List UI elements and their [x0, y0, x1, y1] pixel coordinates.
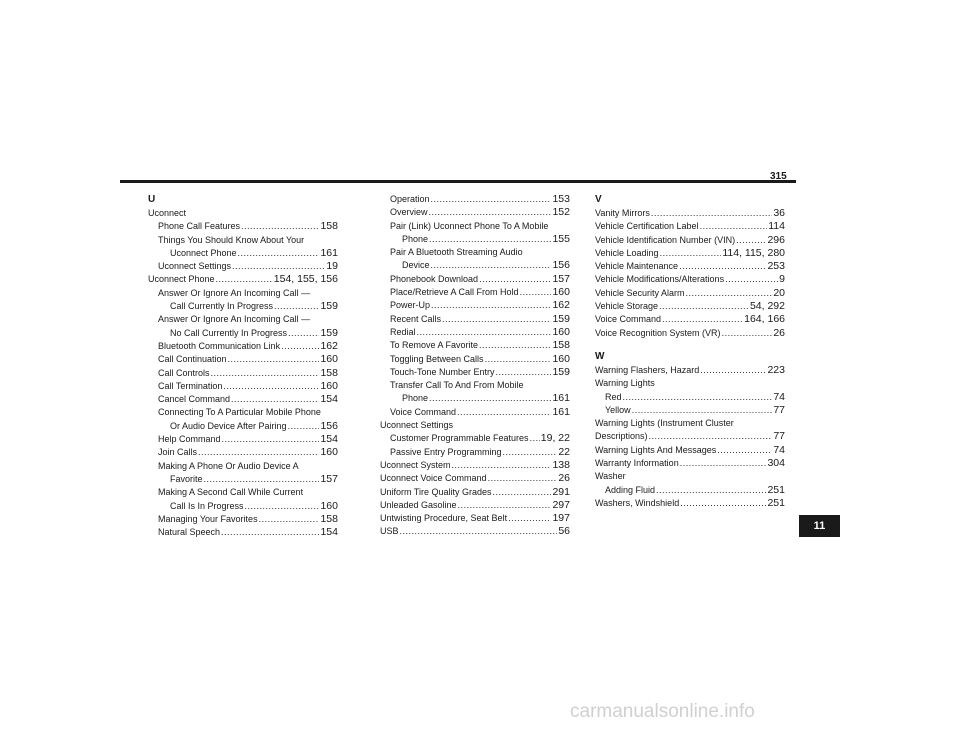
index-entry-page: 156	[552, 259, 570, 272]
index-entry	[148, 513, 338, 526]
dot-leader	[417, 326, 552, 339]
index-entry-page: 160	[552, 286, 570, 299]
dot-leader	[429, 206, 552, 219]
index-entry-label: Pair (Link) Uconnect Phone To A Mobile	[390, 220, 549, 231]
index-entry	[380, 233, 570, 246]
index-entry-label: Vehicle Modifications/Alterations	[595, 274, 725, 285]
index-entry-label: Touch-Tone Number Entry	[390, 366, 495, 377]
index-entry-page: 77	[773, 430, 785, 443]
index-entry-page: 251	[767, 483, 785, 496]
dot-leader	[623, 391, 773, 404]
index-entry-page: 160	[552, 325, 570, 338]
index-entry	[595, 457, 785, 470]
index-entry	[595, 497, 785, 510]
dot-leader	[725, 273, 778, 286]
dot-leader	[479, 339, 551, 352]
index-entry-page: 154	[320, 393, 338, 406]
index-entry-label: Vehicle Certification Label	[595, 221, 699, 232]
index-entry-label: Overview	[390, 207, 428, 218]
index-entry-page: 56	[558, 525, 570, 538]
index-entry	[595, 273, 785, 286]
index-entry-label: Uconnect Settings	[380, 420, 454, 431]
dot-leader	[488, 472, 558, 485]
dot-leader	[228, 353, 320, 366]
dot-leader	[508, 512, 551, 525]
index-entry-page: 291	[552, 485, 570, 498]
index-entry	[380, 486, 570, 499]
dot-leader	[204, 473, 320, 486]
index-entry-page: 74	[773, 443, 785, 456]
index-entry	[595, 234, 785, 247]
index-entry-page: 159	[320, 326, 338, 339]
dot-leader	[700, 364, 766, 377]
index-entry	[380, 286, 570, 299]
index-entry-page: 159	[320, 300, 338, 313]
index-entry-page: 160	[320, 499, 338, 512]
dot-leader	[659, 300, 749, 313]
index-entry	[380, 472, 570, 485]
dot-leader	[662, 313, 743, 326]
index-entry-label: Transfer Call To And From Mobile	[390, 380, 524, 391]
index-entry	[148, 367, 338, 380]
index-entry	[380, 459, 570, 472]
index-entry-label: Pair A Bluetooth Streaming Audio	[390, 247, 523, 258]
index-entry-label: Connecting To A Particular Mobile Phone	[158, 407, 321, 418]
index-entry	[148, 247, 338, 260]
index-entry	[595, 313, 785, 326]
index-entry	[595, 207, 785, 220]
index-entry	[595, 444, 785, 457]
index-entry-label: Warning Lights (Instrument Cluster	[595, 418, 734, 429]
index-entry-page: 223	[767, 363, 785, 376]
index-entry	[148, 353, 338, 366]
dot-leader	[400, 525, 558, 538]
watermark: carmanualsonline.info	[570, 701, 755, 722]
dot-leader	[231, 393, 319, 406]
index-entry-page: 157	[552, 272, 570, 285]
index-entry-label: Washers, Windshield	[595, 497, 680, 508]
index-entry	[380, 446, 570, 459]
index-entry	[595, 300, 785, 313]
index-entry-page: 153	[552, 193, 570, 205]
index-entry-label: Uconnect Voice Command	[380, 473, 487, 484]
index-entry-label: Vanity Mirrors	[595, 208, 650, 218]
index-entry-label: Red	[605, 391, 622, 402]
index-column-2	[380, 193, 570, 539]
index-entry-page: 36	[773, 207, 785, 219]
dot-leader	[503, 446, 558, 459]
index-letter-heading: V	[595, 194, 602, 205]
dot-leader	[700, 220, 768, 233]
index-entry	[380, 299, 570, 312]
index-entry-label: Join Calls	[158, 447, 198, 458]
index-entry-label: Voice Command	[595, 314, 662, 325]
index-entry	[148, 420, 338, 433]
index-entry-label: Uconnect System	[380, 459, 451, 470]
index-entry	[148, 393, 338, 406]
dot-leader	[632, 404, 773, 417]
index-entry	[380, 525, 570, 538]
index-entry-page: 251	[767, 496, 785, 509]
index-entry	[148, 273, 338, 286]
dot-leader	[288, 327, 319, 340]
dot-leader	[222, 433, 320, 446]
index-entry-label: Adding Fluid	[605, 484, 656, 495]
index-entry	[380, 432, 570, 445]
index-entry	[380, 392, 570, 405]
index-entry-page: 156	[320, 419, 338, 432]
dot-leader	[223, 380, 319, 393]
dot-leader	[651, 207, 772, 220]
index-entry	[380, 259, 570, 272]
dot-leader	[281, 340, 319, 353]
index-entry-label: No Call Currently In Progress	[170, 327, 288, 338]
index-entry-page: 160	[320, 446, 338, 459]
index-entry-page: 154	[320, 433, 338, 446]
index-entry-page: 160	[552, 352, 570, 365]
index-entry-label: Phone	[402, 233, 429, 244]
index-entry	[380, 353, 570, 366]
index-entry-label: Device	[402, 260, 430, 271]
index-entry	[595, 327, 785, 340]
index-entry-label: Place/Retrieve A Call From Hold	[390, 287, 519, 298]
index-entry-label: Operation	[390, 194, 430, 204]
dot-leader	[429, 392, 551, 405]
dot-leader	[679, 260, 766, 273]
index-entry-label: Things You Should Know About Your	[158, 234, 305, 245]
index-entry	[148, 500, 338, 513]
index-entry-label: Warning Lights And Messages	[595, 444, 717, 455]
index-entry-label: Natural Speech	[158, 527, 221, 538]
index-entry-page: 19	[326, 260, 338, 273]
index-entry-page: 9	[779, 273, 785, 286]
index-entry-label: Cancel Command	[158, 394, 231, 405]
index-entry-page: 26	[773, 326, 785, 339]
dot-leader	[452, 459, 552, 472]
index-entry-label: Making A Second Call While Current	[158, 487, 304, 498]
index-entry-page: 304	[767, 457, 785, 470]
dot-leader	[458, 499, 552, 512]
index-entry-label: Customer Programmable Features	[390, 433, 529, 444]
index-entry	[595, 391, 785, 404]
index-entry-label: Voice Command	[390, 406, 457, 417]
index-entry-page: 138	[552, 458, 570, 471]
index-entry	[380, 366, 570, 379]
index-entry	[595, 430, 785, 443]
dot-leader	[660, 247, 722, 260]
index-entry-page: 22	[558, 445, 570, 458]
dot-leader	[493, 486, 552, 499]
index-entry-label: Phonebook Download	[390, 273, 479, 284]
index-entry-label: Call Is In Progress	[170, 500, 244, 511]
index-column-1	[148, 193, 338, 539]
index-entry-page: 159	[552, 365, 570, 378]
dot-leader	[717, 444, 772, 457]
index-entry-page: 162	[320, 339, 338, 352]
header-rule	[120, 180, 796, 183]
index-letter-heading: W	[595, 350, 605, 362]
dot-leader	[530, 432, 540, 445]
dot-leader	[520, 286, 552, 299]
dot-leader	[442, 313, 551, 326]
index-entry-label: Voice Recognition System (VR)	[595, 327, 721, 338]
index-entry-page: 160	[320, 353, 338, 366]
index-letter-heading: U	[148, 194, 156, 205]
index-entry-page: 77	[773, 403, 785, 416]
index-entry	[148, 380, 338, 393]
index-entry-label: Answer Or Ignore An Incoming Call —	[158, 287, 311, 298]
dot-leader	[485, 353, 552, 366]
index-entry	[380, 313, 570, 326]
index-entry-label: Power-Up	[390, 300, 431, 311]
index-entry-label: Vehicle Maintenance	[595, 261, 679, 272]
index-entry-page: 158	[320, 220, 338, 233]
index-entry-label: Call Continuation	[158, 354, 227, 365]
dot-leader	[736, 234, 766, 247]
index-entry-label: Uconnect Settings	[158, 261, 232, 272]
index-entry-label: Redial	[390, 326, 416, 337]
index-entry-label: Warranty Information	[595, 458, 679, 469]
index-entry-page: 20	[773, 286, 785, 299]
index-entry	[595, 404, 785, 417]
dot-leader	[722, 327, 773, 340]
index-entry-label: Uconnect Phone	[148, 274, 215, 285]
dot-leader	[198, 446, 319, 459]
index-entry-label: Call Controls	[158, 367, 210, 378]
index-entry	[380, 499, 570, 512]
index-entry-label: Vehicle Loading	[595, 247, 659, 258]
index-entry	[595, 260, 785, 273]
index-entry-label: Phone	[402, 393, 429, 404]
index-entry	[148, 446, 338, 459]
index-entry-label: Uconnect Phone	[170, 247, 237, 258]
dot-leader	[221, 526, 319, 539]
dot-leader	[288, 420, 320, 433]
index-entry-page: 253	[767, 260, 785, 273]
dot-leader	[259, 513, 320, 526]
index-entry-page: 159	[552, 312, 570, 325]
section-tab: 11	[799, 515, 840, 537]
dot-leader	[431, 193, 552, 206]
index-entry	[380, 206, 570, 219]
index-entry-label: Answer Or Ignore An Incoming Call —	[158, 314, 311, 325]
index-entry-label: Call Currently In Progress	[170, 301, 274, 312]
index-entry	[595, 364, 785, 377]
dot-leader	[649, 430, 773, 443]
index-entry-label: Washer	[595, 471, 626, 482]
dot-leader	[238, 247, 320, 260]
index-entry	[148, 433, 338, 446]
index-entry	[380, 512, 570, 525]
dot-leader	[680, 457, 767, 470]
index-entry-label: Bluetooth Communication Link	[158, 340, 281, 351]
index-entry	[380, 326, 570, 339]
page-number: 315	[770, 171, 787, 182]
index-entry-label: Phone Call Features	[158, 221, 241, 232]
index-entry-page: 114	[768, 220, 785, 233]
index-entry-label: Descriptions)	[595, 431, 648, 442]
index-entry-label: Vehicle Security Alarm	[595, 287, 685, 298]
index-entry-page: 158	[320, 366, 338, 379]
index-entry-page: 154	[320, 526, 338, 539]
index-entry	[148, 300, 338, 313]
index-entry-page: 197	[552, 512, 570, 525]
dot-leader	[245, 500, 320, 513]
index-entry	[148, 473, 338, 486]
dot-leader	[232, 260, 325, 273]
index-entry-page: 152	[552, 206, 570, 219]
dot-leader	[686, 287, 773, 300]
index-entry-label: Or Audio Device After Pairing	[170, 420, 287, 431]
dot-leader	[479, 273, 551, 286]
index-entry-label: Yellow	[605, 404, 631, 415]
dot-leader	[656, 484, 766, 497]
index-entry	[148, 220, 338, 233]
index-entry-label: Passive Entry Programming	[390, 446, 502, 457]
index-entry-page: 157	[320, 472, 338, 485]
index-entry-label: Making A Phone Or Audio Device A	[158, 460, 299, 471]
index-entry-label: Help Command	[158, 434, 221, 445]
index-entry	[148, 526, 338, 539]
index-entry-label: Warning Lights	[595, 378, 655, 389]
index-entry	[380, 339, 570, 352]
index-entry-label: Uconnect	[148, 208, 187, 218]
index-entry-label: Favorite	[170, 473, 203, 484]
index-entry-label: Call Termination	[158, 380, 223, 391]
index-entry-page: 158	[320, 512, 338, 525]
index-entry	[595, 484, 785, 497]
dot-leader	[496, 366, 552, 379]
index-entry	[380, 193, 570, 206]
index-entry-page: 74	[773, 390, 785, 403]
dot-leader	[431, 259, 552, 272]
dot-leader	[431, 299, 551, 312]
index-entry-label: Untwisting Procedure, Seat Belt	[380, 513, 508, 524]
index-entry-page: 154, 155, 156	[273, 273, 338, 286]
index-entry-label: Toggling Between Calls	[390, 353, 484, 364]
dot-leader	[429, 233, 551, 246]
index-entry-label: Uniform Tire Quality Grades	[380, 486, 492, 497]
index-entry-page: 160	[320, 379, 338, 392]
index-entry	[595, 287, 785, 300]
index-entry	[148, 327, 338, 340]
index-entry-label: Warning Flashers, Hazard	[595, 364, 700, 375]
index-entry	[380, 406, 570, 419]
index-entry-page: 114, 115, 280	[722, 246, 785, 259]
index-entry-page: 296	[767, 233, 785, 246]
index-entry	[595, 247, 785, 260]
dot-leader	[211, 367, 320, 380]
dot-leader	[241, 220, 319, 233]
index-entry-label: USB	[380, 526, 399, 537]
dot-leader	[216, 273, 273, 286]
index-entry-label: Vehicle Storage	[595, 301, 659, 312]
index-entry-page: 161	[552, 405, 570, 418]
dot-leader	[274, 300, 319, 313]
index-entry-page: 164, 166	[744, 313, 785, 326]
index-entry	[595, 220, 785, 233]
index-entry	[148, 260, 338, 273]
index-entry-page: 26	[558, 472, 570, 485]
index-entry-label: Recent Calls	[390, 313, 442, 324]
index-entry-page: 155	[552, 232, 570, 245]
index-entry-page: 162	[552, 299, 570, 312]
index-entry-page: 54, 292	[749, 300, 785, 313]
index-entry-label: Unleaded Gasoline	[380, 499, 457, 510]
index-entry-label: To Remove A Favorite	[390, 340, 479, 351]
index-entry-label: Managing Your Favorites	[158, 513, 258, 524]
dot-leader	[680, 497, 766, 510]
index-entry	[380, 273, 570, 286]
index-entry-page: 297	[552, 498, 570, 511]
index-entry	[148, 340, 338, 353]
index-entry-page: 161	[552, 392, 570, 405]
index-entry-page: 19, 22	[540, 432, 570, 445]
index-column-3	[595, 193, 785, 510]
index-entry-page: 161	[320, 246, 338, 259]
index-entry-page: 158	[552, 339, 570, 352]
dot-leader	[457, 406, 551, 419]
index-entry-label: Vehicle Identification Number (VIN)	[595, 234, 736, 245]
